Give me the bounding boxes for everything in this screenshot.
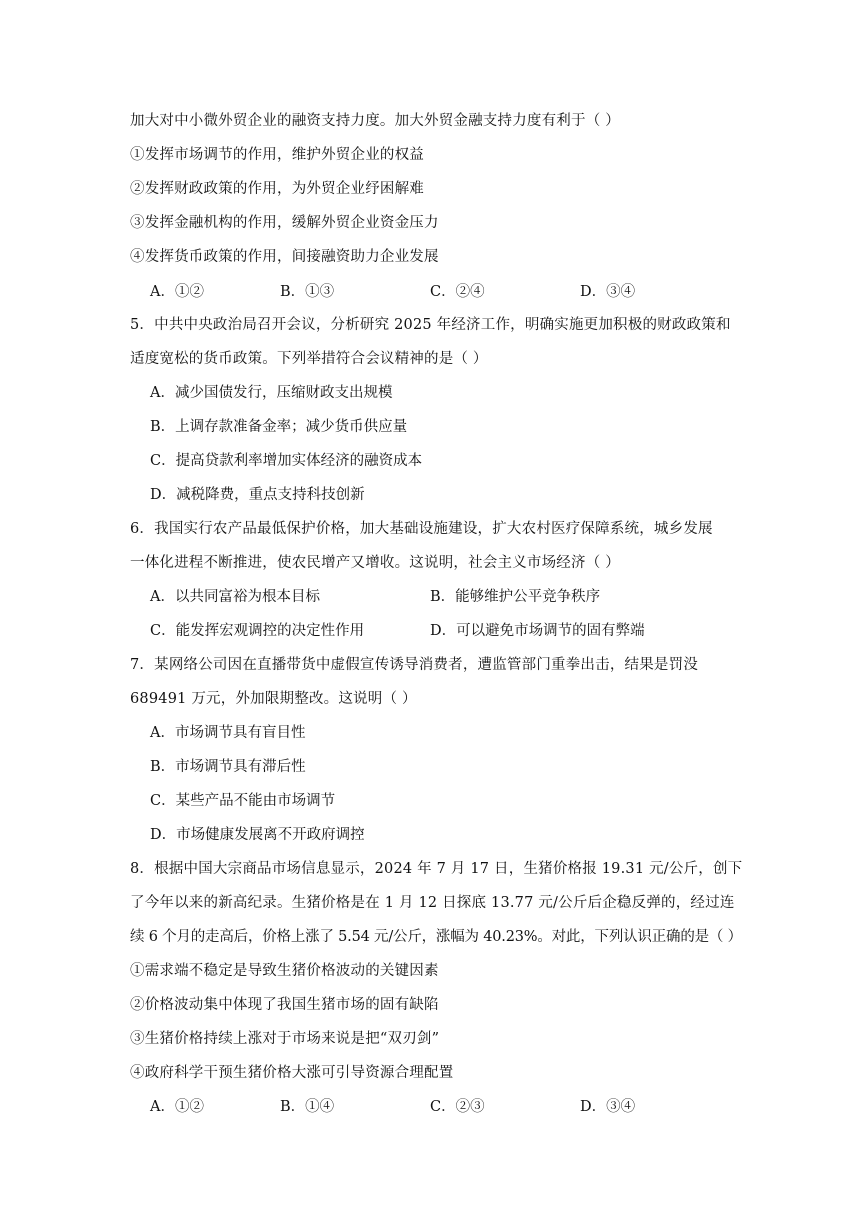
q8-stem-line-1: 8．根据中国大宗商品市场信息显示，2024 年 7 月 17 日，生猪价格报 19.31 元/公斤，创下: [130, 861, 743, 877]
q8-statement-1: ①需求端不稳定是导致生猪价格波动的关键因素: [130, 963, 439, 979]
q4-option-b: B．①③: [280, 284, 335, 300]
q8-statement-2: ②价格波动集中体现了我国生猪市场的固有缺陷: [130, 997, 439, 1013]
q4-statement-4: ④发挥货币政策的作用，间接融资助力企业发展: [130, 249, 439, 265]
q4-statement-2: ②发挥财政政策的作用，为外贸企业纾困解难: [130, 181, 424, 197]
q7-stem-line-2: 689491 万元，外加限期整改。这说明（ ）: [130, 691, 417, 707]
q4-statement-1: ①发挥市场调节的作用，维护外贸企业的权益: [130, 147, 424, 163]
q8-statement-4: ④政府科学干预生猪价格大涨可引导资源合理配置: [130, 1065, 454, 1081]
q5-option-c: C．提高贷款利率增加实体经济的融资成本: [150, 453, 423, 469]
q8-statement-3: ③生猪价格持续上涨对于市场来说是把“双刃剑”: [130, 1031, 440, 1047]
q4-option-a: A．①②: [150, 284, 204, 300]
q6-stem-line-2: 一体化进程不断推进，使农民增产又增收。这说明，社会主义市场经济（ ）: [130, 555, 620, 571]
q8-stem-line-3: 续 6 个月的走高后，价格上涨了 5.54 元/公斤，涨幅为 40.23%。对此，下列认识正确的是（ ）: [130, 929, 742, 945]
q4-stem-line-1: 加大对中小微外贸企业的融资支持力度。加大外贸金融支持力度有利于（ ）: [130, 113, 620, 129]
q7-option-a: A．市场调节具有盲目性: [150, 725, 306, 741]
q8-option-d: D．③④: [580, 1099, 636, 1115]
q4-option-c: C．②④: [430, 284, 485, 300]
q7-option-d: D．市场健康发展离不开政府调控: [150, 827, 365, 843]
q6-option-a: A．以共同富裕为根本目标: [150, 589, 320, 605]
q5-stem-line-2: 适度宽松的货币政策。下列举措符合会议精神的是（ ）: [130, 351, 488, 367]
q5-option-a: A．减少国债发行，压缩财政支出规模: [150, 385, 393, 401]
q5-stem-line-1: 5．中共中央政治局召开会议，分析研究 2025 年经济工作，明确实施更加积极的财政政策和: [130, 317, 731, 333]
q6-option-d: D．可以避免市场调节的固有弊端: [430, 623, 645, 639]
q4-option-d: D．③④: [580, 284, 636, 300]
q6-option-b: B．能够维护公平竞争秩序: [430, 589, 601, 605]
q6-stem-line-1: 6．我国实行农产品最低保护价格，加大基础设施建设，扩大农村医疗保障系统，城乡发展: [130, 521, 713, 537]
q7-option-b: B．市场调节具有滞后性: [150, 759, 306, 775]
q8-option-b: B．①④: [280, 1099, 335, 1115]
q8-option-a: A．①②: [150, 1099, 204, 1115]
q6-option-c: C．能发挥宏观调控的决定性作用: [150, 623, 365, 639]
q4-statement-3: ③发挥金融机构的作用，缓解外贸企业资金压力: [130, 215, 439, 231]
q7-stem-line-1: 7．某网络公司因在直播带货中虚假宣传诱导消费者，遭监管部门重拳出击，结果是罚没: [130, 657, 699, 673]
q7-option-c: C．某些产品不能由市场调节: [150, 793, 336, 809]
q5-option-d: D．减税降费，重点支持科技创新: [150, 487, 365, 503]
q8-stem-line-2: 了今年以来的新高纪录。生猪价格是在 1 月 12 日探底 13.77 元/公斤后企稳反弹的，经过连: [130, 895, 735, 911]
q8-option-c: C．②③: [430, 1099, 485, 1115]
q5-option-b: B．上调存款准备金率；减少货币供应量: [150, 419, 408, 435]
